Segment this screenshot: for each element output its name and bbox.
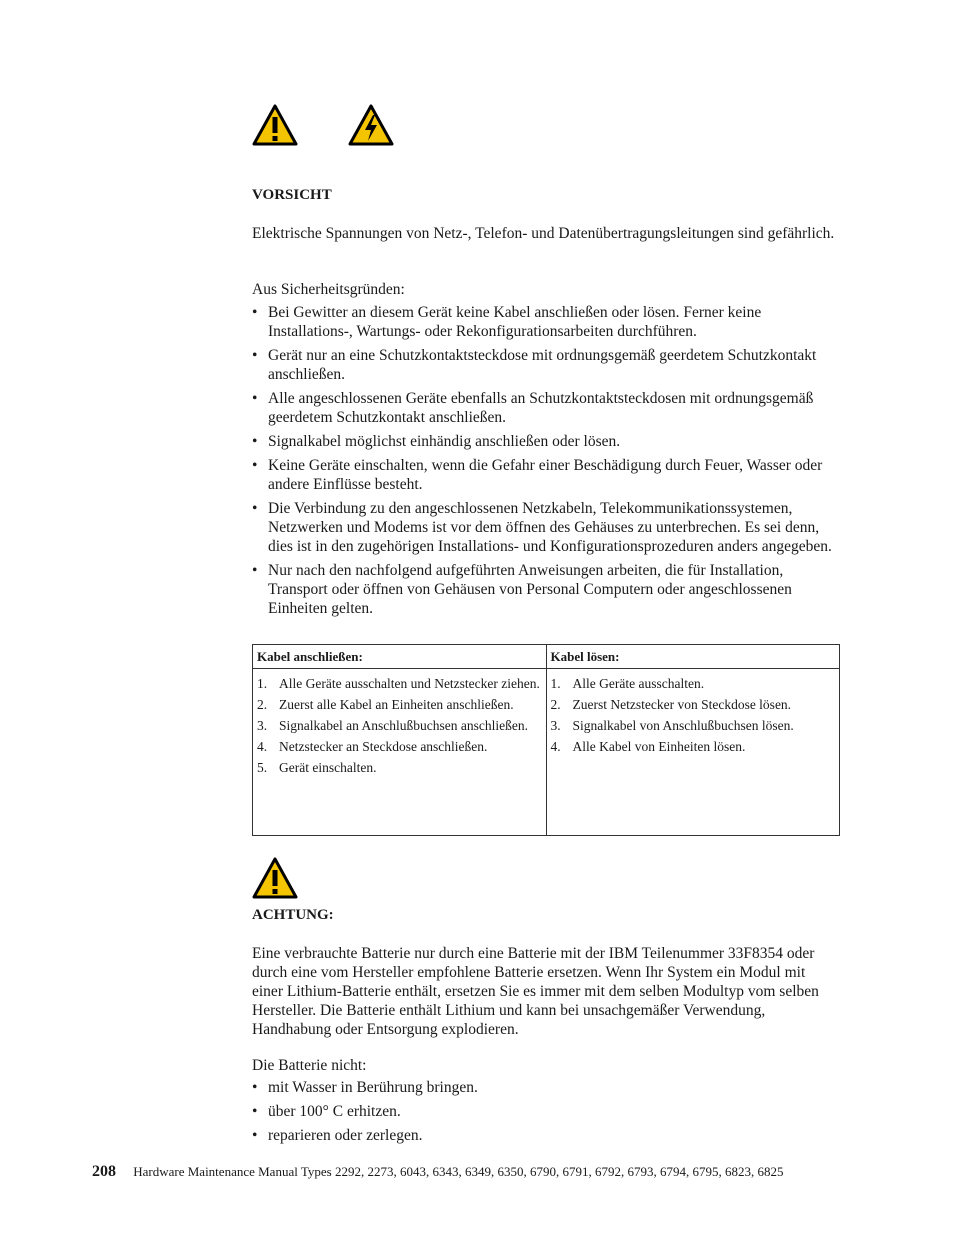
disconnect-header: Kabel lösen: (546, 645, 840, 669)
list-item: • Nur nach den nachfolgend aufgeführten Anweisungen arbeiten, die für Installation, Transport oder öffnen von Gehäusen von Personal Computern oder angeschlossenen Einheiten gelten. (252, 561, 842, 618)
list-item: 2. Zuerst Netzstecker von Steckdose lösen. (550, 697, 792, 712)
connect-steps-cell (253, 669, 547, 836)
page-footer (92, 1163, 783, 1181)
list-item: • über 100° C erhitzen. (252, 1102, 842, 1121)
connect-steps (257, 675, 542, 776)
battery-list (252, 1078, 842, 1150)
list-item: 4. Netzstecker an Steckdose anschließen. (257, 739, 488, 754)
list-item: • Bei Gewitter an diesem Gerät keine Kabel anschließen oder lösen. Ferner keine Installations-, Wartungs- oder Rekonfigurationsarbeiten durchführen. (252, 303, 842, 341)
list-item: 5. Gerät einschalten. (257, 760, 377, 775)
table-header-row (253, 645, 840, 669)
list-item: • Die Verbindung zu den angeschlossenen Netzkabeln, Telekommunikationssystemen, Netzwerken und Modems ist vor dem öffnen des Gehäuses zu unterbrechen. Es sei denn, dies ist in den zugehörigen Installations- und Konfigurationsprozeduren anders angegeben. (252, 499, 842, 556)
list-item: 1. Alle Geräte ausschalten. (550, 676, 705, 691)
list-item: • Alle angeschlossenen Geräte ebenfalls an Schutzkontaktsteckdosen mit ordnungsgemäß geerdetem Schutzkontakt anschließen. (252, 389, 842, 427)
disconnect-steps-cell (546, 669, 840, 836)
footer-title: Hardware Maintenance Manual Types 2292, 2273, 6043, 6343, 6349, 6350, 6790, 6791, 6792, 6793, 6794, 6795, 6823, 6825 (133, 1164, 784, 1179)
cable-procedure-table (252, 644, 840, 836)
warning-triangle-icon (252, 104, 298, 146)
connect-header: Kabel anschließen: (253, 645, 547, 669)
attention-heading: ACHTUNG: (252, 907, 334, 923)
list-item: 2. Zuerst alle Kabel an Einheiten anschließen. (257, 697, 514, 712)
battery-label: Die Batterie nicht: (252, 1057, 367, 1074)
attention-body: Eine verbrauchte Batterie nur durch eine Batterie mit der IBM Teilenummer 33F8354 oder durch eine vom Hersteller empfohlene Batterie ersetzen. Wenn Ihr System ein Modul mit einer Lithium-Batterie enthält, ersetzen Sie es immer mit dem selben Modultyp vom selben Hersteller. Die Batterie enthält Lithium und kann bei unsachgemäßer Verwendung, Handhabung oder Entsorgung explodieren. (252, 945, 819, 1038)
list-item: 3. Signalkabel von Anschlußbuchsen lösen. (550, 718, 794, 733)
page-number: 208 (92, 1163, 116, 1180)
caution-intro: Elektrische Spannungen von Netz-, Telefon- und Datenübertragungsleitungen sind gefährlich. (252, 225, 835, 242)
list-item: • reparieren oder zerlegen. (252, 1126, 842, 1145)
warning-triangle-icon (252, 857, 298, 899)
list-item: • Keine Geräte einschalten, wenn die Gefahr einer Beschädigung durch Feuer, Wasser oder andere Einflüsse besteht. (252, 456, 842, 494)
table-row (253, 669, 840, 836)
list-item: 3. Signalkabel an Anschlußbuchsen anschließen. (257, 718, 528, 733)
list-item: 4. Alle Kabel von Einheiten lösen. (550, 739, 746, 754)
disconnect-steps (551, 675, 836, 755)
safety-list (252, 303, 842, 623)
safety-label: Aus Sicherheitsgründen: (252, 281, 405, 298)
list-item: • Gerät nur an eine Schutzkontaktsteckdose mit ordnungsgemäß geerdetem Schutzkontakt anschließen. (252, 346, 842, 384)
list-item: • mit Wasser in Berührung bringen. (252, 1078, 842, 1097)
list-item: 1. Alle Geräte ausschalten und Netzstecker ziehen. (257, 676, 540, 691)
caution-heading: VORSICHT (252, 187, 332, 203)
electrical-hazard-icon (348, 104, 394, 146)
list-item: • Signalkabel möglichst einhändig anschließen oder lösen. (252, 432, 842, 451)
